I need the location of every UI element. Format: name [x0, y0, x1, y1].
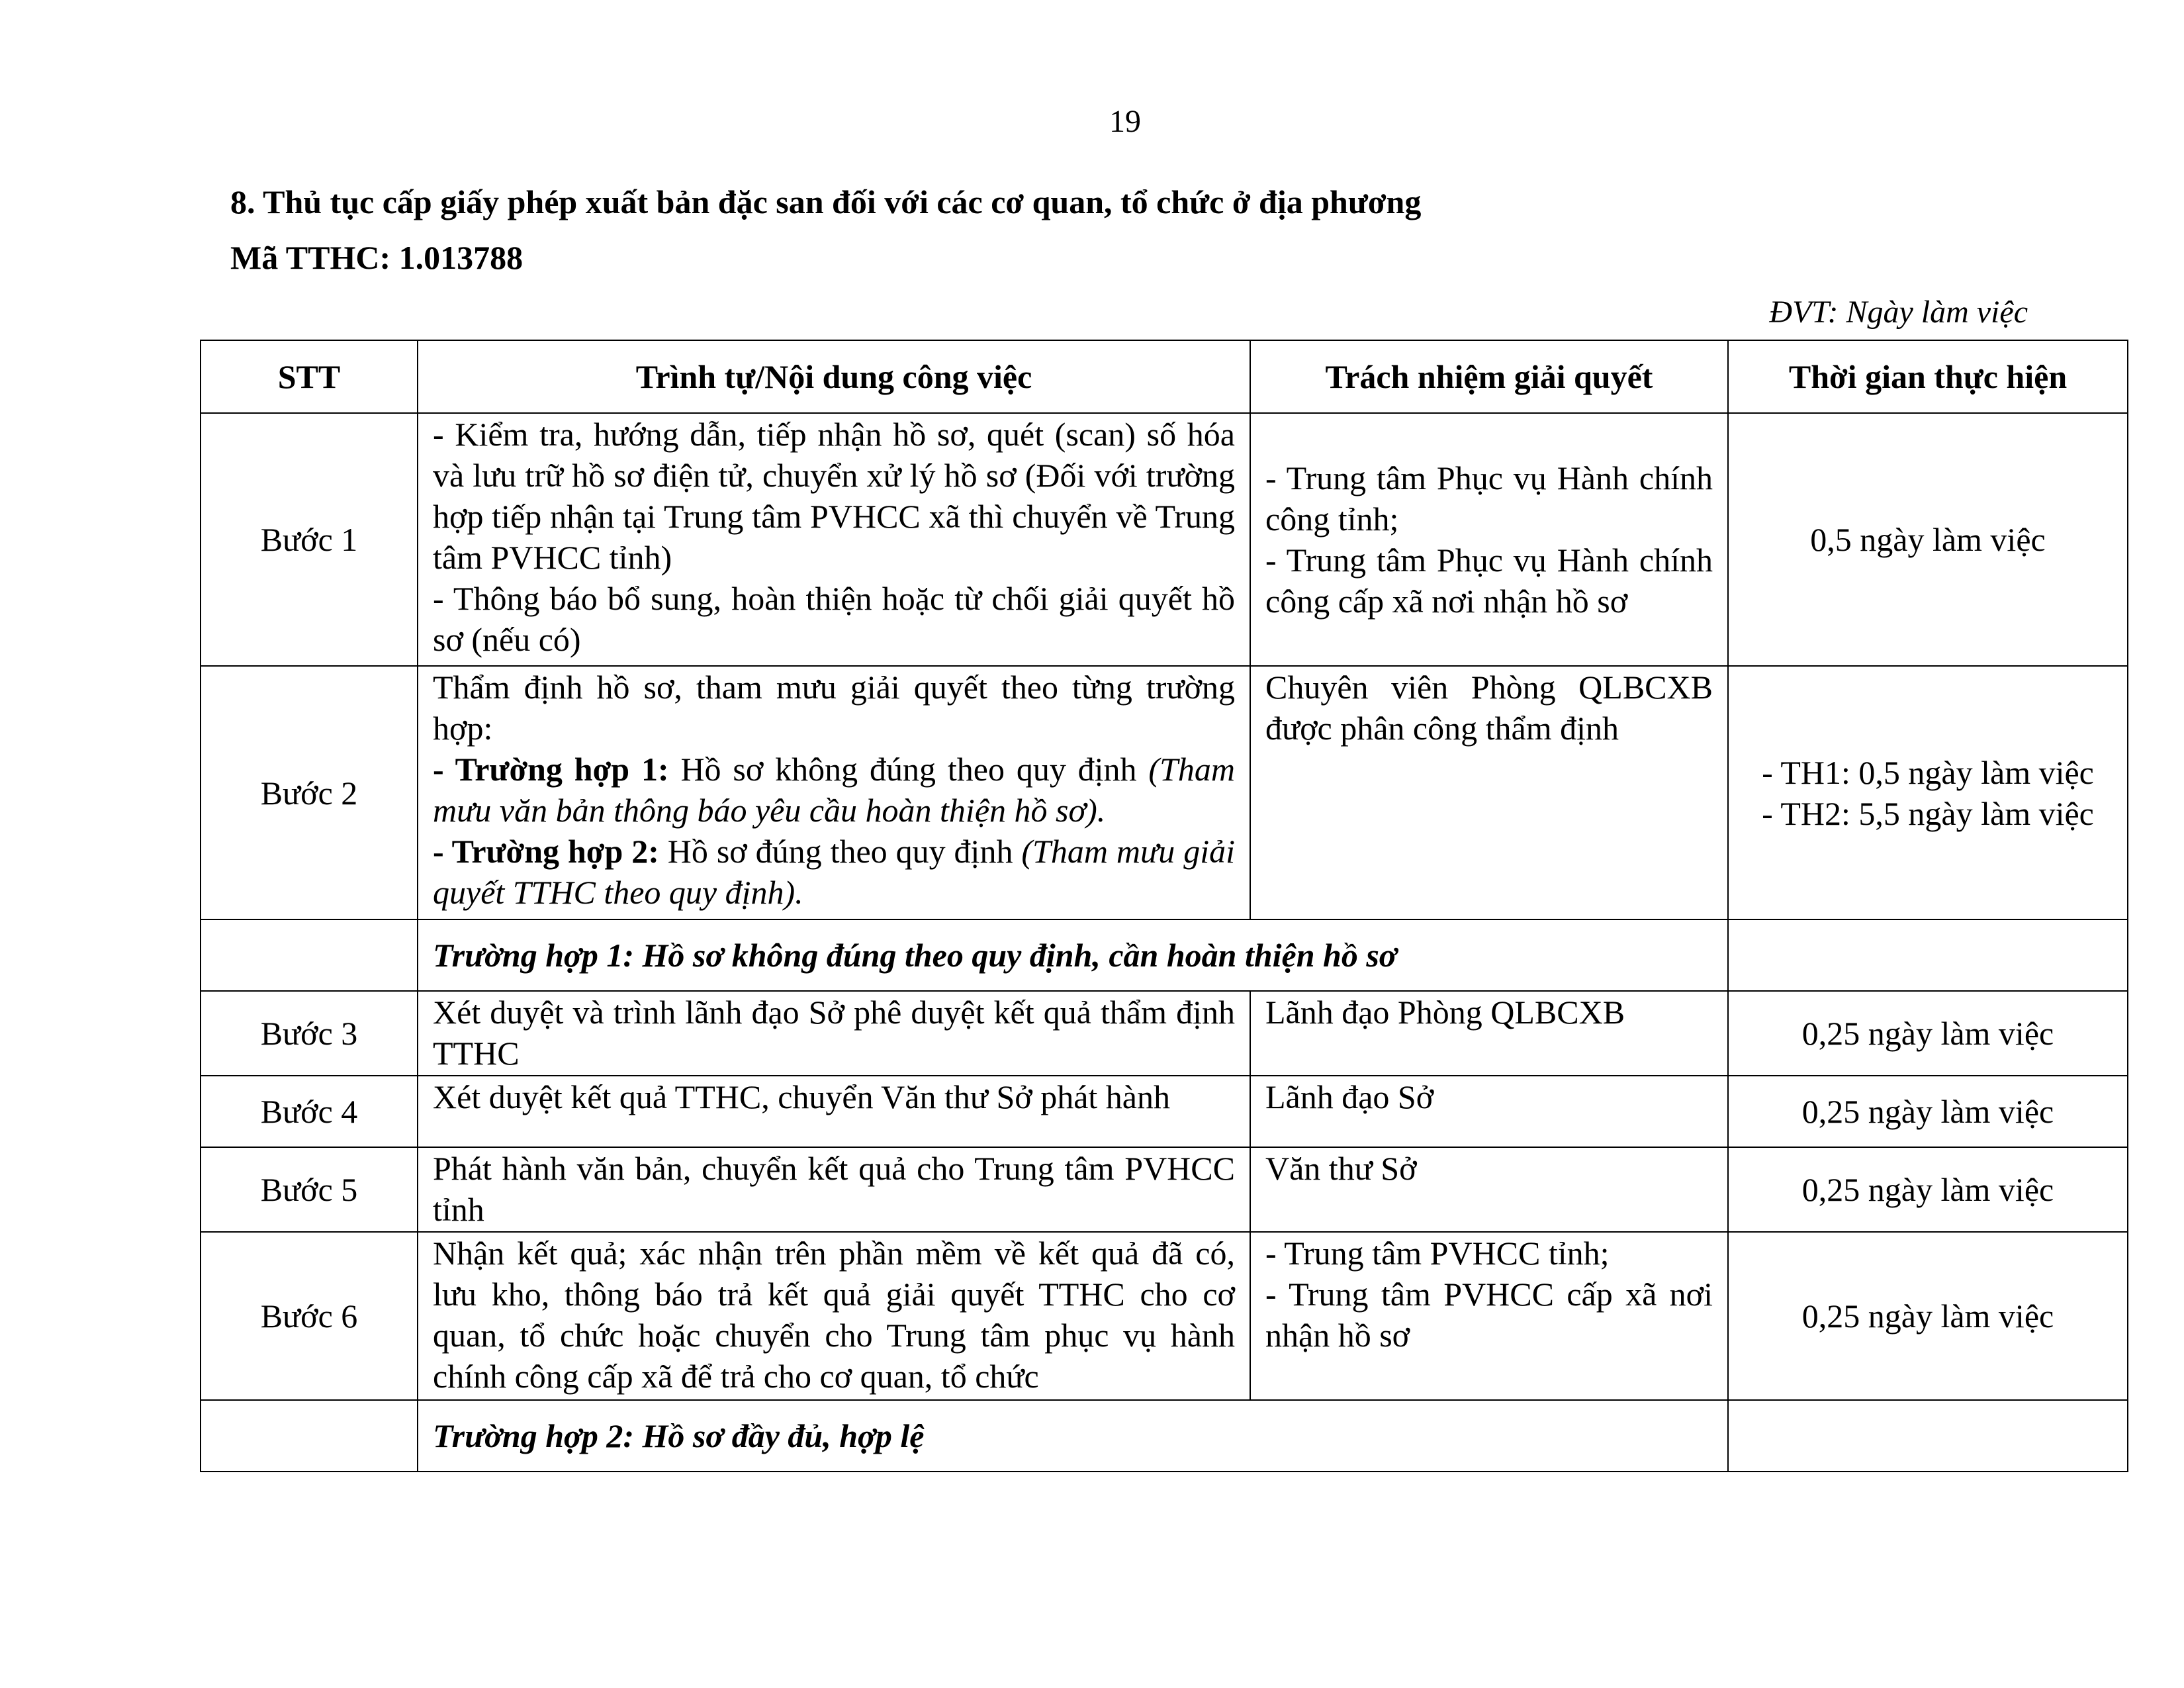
procedure-code: Mã TTHC: 1.013788: [230, 239, 523, 276]
case-1-line: [433, 749, 1235, 831]
step-content-line: Thẩm định hồ sơ, tham mưu giải quyết theo từng trường hợp:: [433, 669, 1235, 747]
responsibility-line: - Trung tâm PVHCC tỉnh;: [1265, 1235, 1610, 1272]
step-label: Bước 2: [201, 666, 418, 919]
unit-note: ĐVT: Ngày làm việc: [1769, 295, 2028, 330]
step-time: 0,25 ngày làm việc: [1728, 991, 2128, 1076]
case-2-label: - Trường hợp 2:: [433, 833, 659, 870]
step-content-line: - Thông báo bổ sung, hoàn thiện hoặc từ chối giải quyết hồ sơ (nếu có): [433, 580, 1235, 658]
case-2-line: [433, 831, 1235, 913]
header-stt: STT: [201, 340, 418, 413]
table-row: [201, 413, 2128, 666]
step-time: 0,25 ngày làm việc: [1728, 1147, 2128, 1232]
table-row: [201, 991, 2128, 1076]
table-row: [201, 1232, 2128, 1400]
table-header-row: [201, 340, 2128, 413]
case-heading-row: [201, 919, 2128, 991]
step-label: Bước 4: [201, 1076, 418, 1147]
step-content: Xét duyệt và trình lãnh đạo Sở phê duyệt kết quả thẩm định TTHC: [418, 991, 1250, 1076]
case-2-text: Hồ sơ đúng theo quy định: [659, 833, 1022, 870]
procedure-table: [200, 340, 2128, 1472]
empty-cell: [201, 1400, 418, 1472]
case-heading-row: [201, 1400, 2128, 1472]
step-label: Bước 5: [201, 1147, 418, 1232]
step-content: Phát hành văn bản, chuyển kết quả cho Trung tâm PVHCC tỉnh: [418, 1147, 1250, 1232]
header-time: Thời gian thực hiện: [1728, 340, 2128, 413]
step-label: Bước 3: [201, 991, 418, 1076]
responsibility-line: - Trung tâm Phục vụ Hành chính công cấp xã nơi nhận hồ sơ: [1265, 541, 1713, 620]
step-content-line: - Kiểm tra, hướng dẫn, tiếp nhận hồ sơ, quét (scan) số hóa và lưu trữ hồ sơ điện tử, chuyển xử lý hồ sơ (Đối với trường hợp tiếp nhận tại Trung tâm PVHCC xã thì chuyển về Trung tâm PVHCC tỉnh): [433, 416, 1235, 576]
step-time: [1728, 666, 2128, 919]
step-time: 0,5 ngày làm việc: [1728, 413, 2128, 666]
step-label: Bước 6: [201, 1232, 418, 1400]
time-line: - TH1: 0,5 ngày làm việc: [1762, 753, 2094, 791]
table-row: [201, 1147, 2128, 1232]
step-responsibility: Lãnh đạo Sở: [1250, 1076, 1728, 1147]
empty-cell: [201, 919, 418, 991]
page-number: 19: [1109, 104, 1141, 139]
step-responsibility: Lãnh đạo Phòng QLBCXB: [1250, 991, 1728, 1076]
case-1-text: Hồ sơ không đúng theo quy định: [668, 751, 1149, 788]
header-responsibility: Trách nhiệm giải quyết: [1250, 340, 1728, 413]
case-2-heading: Trường hợp 2: Hồ sơ đầy đủ, hợp lệ: [418, 1400, 1728, 1472]
step-content: Xét duyệt kết quả TTHC, chuyển Văn thư Sở phát hành: [418, 1076, 1250, 1147]
step-responsibility: Văn thư Sở: [1250, 1147, 1728, 1232]
procedure-title: 8. Thủ tục cấp giấy phép xuất bản đặc san đối với các cơ quan, tổ chức ở địa phương: [230, 183, 1422, 220]
table-row: [201, 666, 2128, 919]
case-1-note: (Tham mưu văn bản thông báo yêu cầu hoàn thiện hồ sơ).: [433, 751, 1235, 829]
empty-cell: [1728, 1400, 2128, 1472]
header-content: Trình tự/Nội dung công việc: [418, 340, 1250, 413]
responsibility-line: - Trung tâm PVHCC cấp xã nơi nhận hồ sơ: [1265, 1276, 1713, 1354]
responsibility-line: - Trung tâm Phục vụ Hành chính công tỉnh;: [1265, 459, 1713, 538]
step-content: Nhận kết quả; xác nhận trên phần mềm về kết quả đã có, lưu kho, thông báo trả kết quả giải quyết TTHC cho cơ quan, tổ chức hoặc chuyển cho Trung tâm phục vụ hành chính công cấp xã để trả cho cơ quan, tổ chức: [418, 1232, 1250, 1400]
case-1-heading: Trường hợp 1: Hồ sơ không đúng theo quy định, cần hoàn thiện hồ sơ: [418, 919, 1728, 991]
case-1-label: - Trường hợp 1:: [433, 751, 669, 788]
step-content: [418, 413, 1250, 666]
time-line: - TH2: 5,5 ngày làm việc: [1762, 794, 2094, 832]
table-row: [201, 1076, 2128, 1147]
step-label: Bước 1: [201, 413, 418, 666]
step-responsibility: Chuyên viên Phòng QLBCXB được phân công thẩm định: [1250, 666, 1728, 919]
step-content: [418, 666, 1250, 919]
step-responsibility: [1250, 413, 1728, 666]
step-time: 0,25 ngày làm việc: [1728, 1232, 2128, 1400]
step-responsibility: [1250, 1232, 1728, 1400]
empty-cell: [1728, 919, 2128, 991]
step-time: 0,25 ngày làm việc: [1728, 1076, 2128, 1147]
case-2-note: (Tham mưu giải quyết TTHC theo quy định).: [433, 833, 1235, 911]
